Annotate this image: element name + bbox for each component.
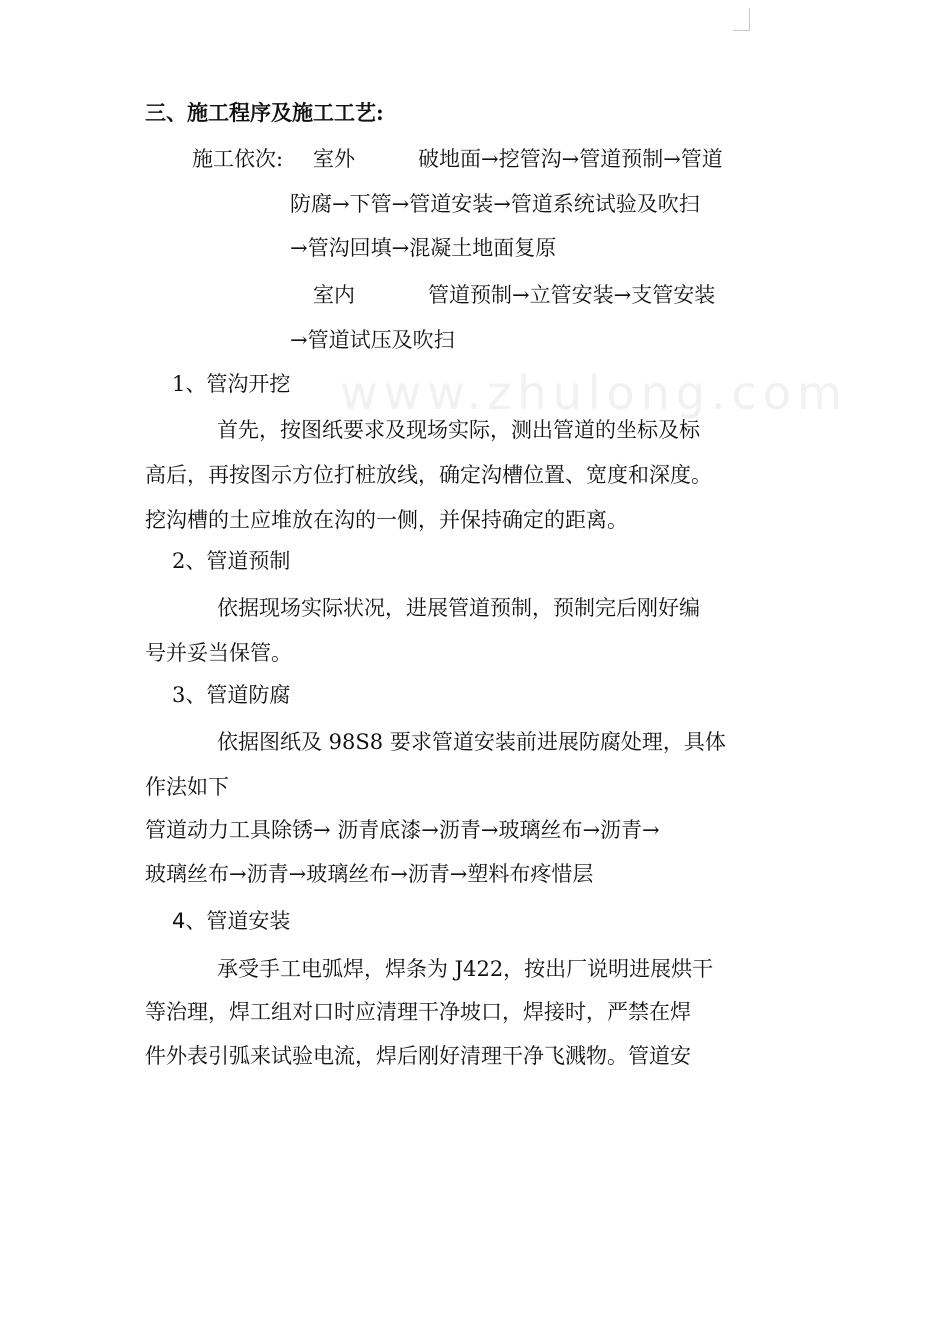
watermark: www.zhulong.com bbox=[340, 366, 848, 420]
page-corner-mark bbox=[733, 8, 750, 31]
sequence-outdoor-line: 破地面→挖管沟→管道预制→管道 bbox=[418, 147, 723, 171]
paragraph-line: 承受手工电弧焊，焊条为 J422，按出厂说明进展烘干 bbox=[217, 957, 714, 981]
paragraph-line: 等治理，焊工组对口时应清理干净坡口，焊接时，严禁在焊 bbox=[145, 1000, 691, 1024]
sequence-indoor-line: 管道预制→立管安装→支管安装 bbox=[428, 283, 716, 307]
sequence-indoor-line: →管道试压及吹扫 bbox=[290, 328, 455, 352]
paragraph-line: 依据图纸及 98S8 要求管道安装前进展防腐处理，具体 bbox=[217, 730, 726, 754]
paragraph-line: 号并妥当保管。 bbox=[145, 641, 292, 665]
paragraph-line: 件外表引弧来试验电流，焊后刚好清理干净飞溅物。管道安 bbox=[145, 1044, 691, 1068]
section-title: 三、施工程序及施工工艺: bbox=[145, 100, 384, 125]
paragraph-line: 高后，再按图示方位打桩放线，确定沟槽位置、宽度和深度。 bbox=[145, 463, 712, 487]
section-2-heading: 2、管道预制 bbox=[172, 549, 291, 573]
sequence-outdoor-line: →管沟回填→混凝土地面复原 bbox=[290, 236, 557, 260]
section-3-heading: 3、管道防腐 bbox=[172, 683, 291, 707]
section-4-heading: 4、管道安装 bbox=[172, 909, 291, 933]
paragraph-line: 作法如下 bbox=[145, 775, 229, 799]
section-1-heading: 1、管沟开挖 bbox=[172, 372, 291, 396]
paragraph-line: 挖沟槽的土应堆放在沟的一侧，并保持确定的距离。 bbox=[145, 508, 628, 532]
paragraph-line: 玻璃丝布→沥青→玻璃丝布→沥青→塑料布疼惜层 bbox=[145, 862, 594, 886]
sequence-outdoor-line: 防腐→下管→管道安装→管道系统试验及吹扫 bbox=[290, 192, 700, 216]
sequence-indoor-label: 室内 bbox=[313, 283, 355, 307]
paragraph-line: 依据现场实际状况，进展管道预制，预制完后刚好编 bbox=[217, 596, 700, 620]
sequence-label: 施工依次: bbox=[192, 147, 284, 171]
sequence-outdoor-label: 室外 bbox=[313, 147, 355, 171]
paragraph-line: 首先，按图纸要求及现场实际，测出管道的坐标及标 bbox=[217, 418, 700, 442]
paragraph-line: 管道动力工具除锈→ 沥青底漆→沥青→玻璃丝布→沥青→ bbox=[145, 818, 660, 842]
